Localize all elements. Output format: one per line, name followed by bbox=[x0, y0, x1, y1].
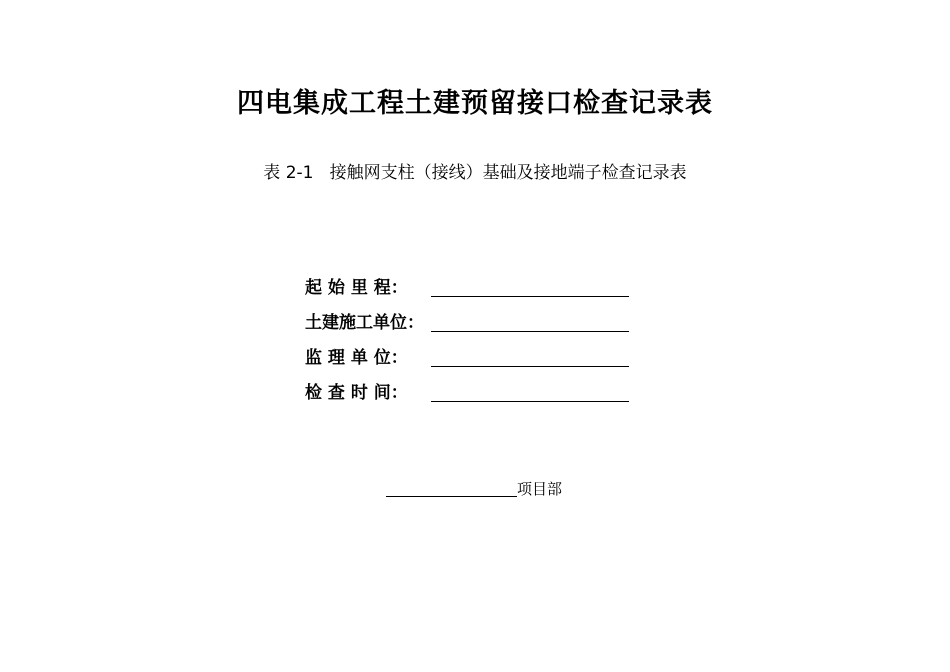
form-row-inspection-time bbox=[305, 370, 629, 405]
table-subtitle: 表 2-1 接触网支柱（接线）基础及接地端子检查记录表 bbox=[263, 163, 687, 183]
form-row-construction-unit bbox=[305, 300, 629, 335]
form-row-supervision-unit bbox=[305, 335, 629, 370]
start-mileage-label: 起 始 里 程： bbox=[305, 278, 408, 298]
project-department-signature bbox=[386, 478, 562, 500]
page-title: 四电集成工程土建预留接口检查记录表 bbox=[237, 88, 713, 119]
cover-form bbox=[305, 265, 629, 405]
construction-unit-field[interactable] bbox=[431, 331, 629, 332]
construction-unit-label: 土建施工单位： bbox=[305, 313, 424, 333]
project-department-field[interactable] bbox=[386, 496, 517, 497]
supervision-unit-label: 监 理 单 位： bbox=[305, 348, 408, 368]
project-department-label: 项目部 bbox=[517, 480, 563, 498]
inspection-time-label: 检 查 时 间： bbox=[305, 383, 408, 403]
supervision-unit-field[interactable] bbox=[431, 366, 629, 367]
form-row-start-mileage bbox=[305, 265, 629, 300]
start-mileage-field[interactable] bbox=[431, 296, 629, 297]
inspection-time-field[interactable] bbox=[431, 401, 629, 402]
